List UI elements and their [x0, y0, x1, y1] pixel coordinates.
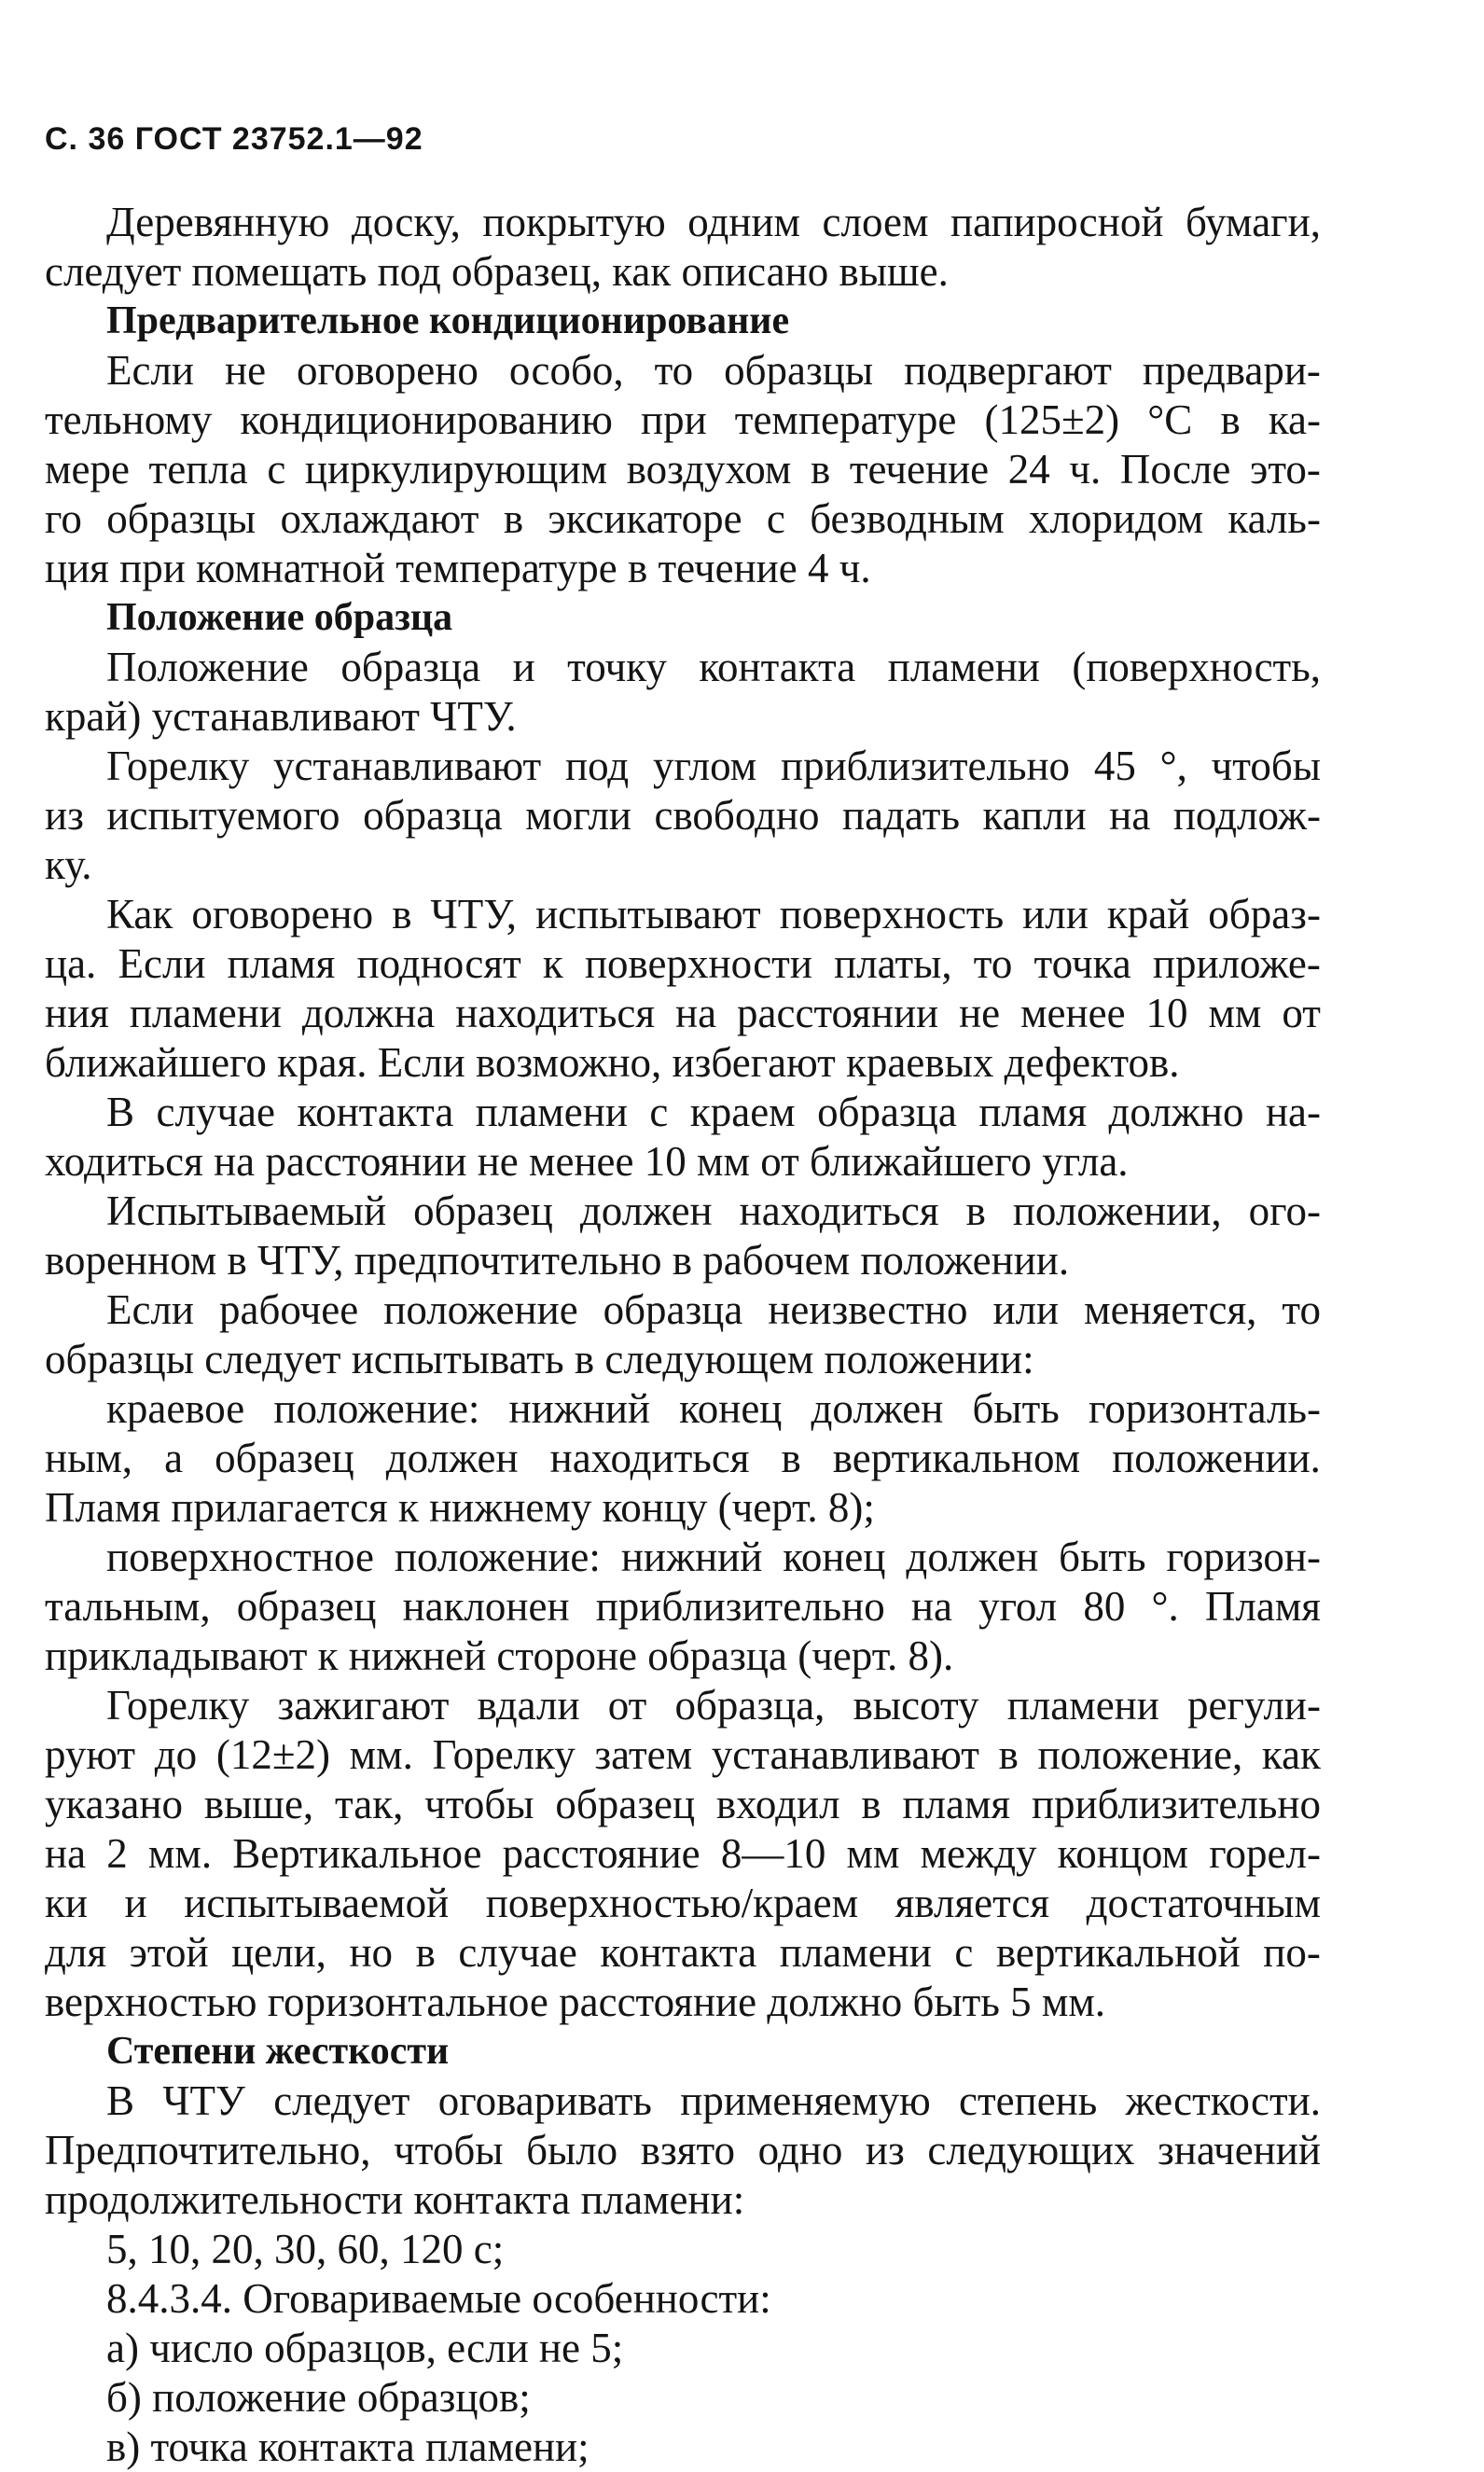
word: поверхностное	[106, 1534, 374, 1580]
word: (12±2)	[215, 1731, 330, 1778]
text-line	[45, 1879, 1321, 1928]
word: приблизительно	[595, 1583, 885, 1630]
word: Горелку	[106, 743, 250, 789]
section-heading: Предварительное кондиционирование	[106, 299, 790, 342]
word: под	[565, 743, 630, 789]
word: руют	[45, 1731, 136, 1778]
word: так,	[335, 1781, 404, 1827]
text-line: ция при комнатной температуре в течение 4 ч.	[45, 545, 871, 591]
text-line: следует помещать под образец, как описано выше.	[45, 248, 949, 295]
word: Если	[118, 940, 206, 987]
word: подлож-	[1172, 792, 1321, 839]
word: (125±2)	[984, 396, 1120, 443]
word: жесткости.	[1125, 2077, 1321, 2124]
word: °,	[1159, 743, 1187, 789]
word: приложе-	[1152, 940, 1321, 987]
word: должна	[301, 990, 436, 1036]
word: тепла	[148, 446, 248, 493]
text-line	[45, 445, 1321, 494]
section-heading: Положение образца	[106, 596, 453, 639]
word: расстоянии	[737, 990, 939, 1036]
word: краевое	[106, 1385, 245, 1432]
word: от	[607, 1682, 647, 1729]
word: ния	[45, 990, 109, 1036]
word: входил	[715, 1781, 840, 1827]
word: слоем	[822, 199, 929, 245]
word: при	[640, 396, 707, 443]
text-line: в) точка контакта пламени;	[106, 2423, 589, 2470]
text-line: образцы следует испытывать в следующем положении:	[45, 1336, 1034, 1382]
word: быть	[1059, 1534, 1146, 1580]
word: на	[45, 1830, 87, 1877]
text-line	[45, 742, 1321, 791]
word: на-	[1265, 1089, 1321, 1135]
word: доску,	[351, 199, 461, 245]
text-line: ку.	[45, 841, 92, 888]
word: ки	[45, 1880, 88, 1926]
word: мере	[45, 446, 130, 493]
text-line	[45, 1533, 1321, 1582]
word: рабочее	[218, 1286, 359, 1333]
word: в	[965, 1187, 986, 1234]
word: между	[920, 1830, 1037, 1877]
word: чтобы	[394, 2127, 504, 2173]
word: приблизительно	[1031, 1781, 1321, 1827]
text-line	[45, 198, 1321, 247]
word: образцы	[724, 347, 874, 394]
word: циркулирующим	[304, 446, 608, 493]
word: быть	[972, 1385, 1060, 1432]
word: в	[811, 446, 831, 493]
text-line: Пламя прилагается к нижнему концу (черт. 8);	[45, 1484, 875, 1531]
word: и	[124, 1880, 147, 1926]
word: В	[106, 1089, 135, 1135]
word: Если	[106, 347, 194, 394]
word: устанавливают	[711, 1731, 979, 1778]
word: 24	[1007, 446, 1050, 493]
word: одним	[687, 199, 801, 245]
word: особо,	[508, 347, 624, 394]
word: это-	[1250, 446, 1321, 493]
word: указано	[45, 1781, 183, 1827]
word: Горелку	[432, 1731, 576, 1778]
word: образца	[363, 792, 503, 839]
word: не	[959, 990, 1001, 1036]
text-line	[45, 1730, 1321, 1780]
word: 80	[1083, 1583, 1126, 1630]
word: После	[1119, 446, 1231, 493]
word: испытуемого	[106, 792, 340, 839]
word: и	[512, 644, 535, 690]
word: В	[106, 2077, 135, 2124]
word: тельному	[45, 396, 213, 443]
word: ч.	[1069, 446, 1102, 493]
text-line: 5, 10, 20, 30, 60, 120 с;	[106, 2226, 505, 2272]
word: горел-	[1209, 1830, 1321, 1877]
word: образца	[603, 1286, 743, 1333]
word: Деревянную	[106, 199, 330, 245]
word: с	[954, 1929, 974, 1976]
word: в	[861, 1781, 881, 1827]
text-line	[45, 939, 1321, 989]
text-line: ходиться на расстоянии не менее 10 мм от ближайшего угла.	[45, 1138, 1129, 1185]
word: от	[1282, 990, 1321, 1036]
word: папиросной	[950, 199, 1164, 245]
word: пламя	[978, 1089, 1088, 1135]
word: образец	[555, 1781, 696, 1827]
word: на	[675, 990, 717, 1036]
text-line	[45, 1285, 1321, 1335]
word: краем	[689, 1089, 796, 1135]
word: пламя	[902, 1781, 1011, 1827]
word: для	[45, 1929, 107, 1976]
word: свободно	[654, 792, 820, 839]
text-line: 8.4.3.4. Оговариваемые особенности:	[106, 2275, 771, 2322]
word: вдали	[477, 1682, 580, 1729]
word: течение	[849, 446, 990, 493]
word: положении,	[1012, 1187, 1222, 1234]
word: образца	[817, 1089, 957, 1135]
word: го	[45, 495, 82, 542]
word: 45	[1093, 743, 1136, 789]
word: ЧТУ	[162, 2077, 245, 2124]
word: должен	[906, 1534, 1039, 1580]
text-line	[45, 989, 1321, 1038]
word: мм.	[147, 1830, 213, 1877]
word: положении.	[1112, 1435, 1321, 1481]
word: пламени	[475, 1089, 628, 1135]
word: находиться	[739, 1187, 939, 1234]
text-line	[45, 791, 1321, 840]
word: падать	[842, 792, 960, 839]
word: Если	[106, 1286, 194, 1333]
word: вертикальной	[995, 1929, 1241, 1976]
word: наклонен	[402, 1583, 570, 1630]
word: в	[998, 1731, 1019, 1778]
word: следует	[273, 2077, 410, 2124]
word: пламени	[779, 1929, 932, 1976]
word: случае	[458, 1929, 577, 1976]
word: меняется,	[1084, 1286, 1257, 1333]
word: находиться	[455, 990, 656, 1036]
word: высоту	[853, 1682, 979, 1729]
word: конец	[783, 1534, 886, 1580]
text-line	[45, 1088, 1321, 1137]
word: 10	[1145, 990, 1188, 1036]
word: Пламя	[1204, 1583, 1321, 1630]
word: образца	[340, 644, 481, 690]
text-line	[45, 643, 1321, 692]
word: устанавливают	[273, 743, 542, 789]
text-line	[45, 1681, 1321, 1730]
word: чтобы	[1211, 743, 1321, 789]
word: расстояние	[502, 1830, 700, 1877]
word: пламени	[1006, 1682, 1159, 1729]
word: ЧТУ,	[430, 891, 518, 937]
word: было	[526, 2127, 618, 2173]
word: с	[267, 446, 286, 493]
text-line	[45, 2076, 1321, 2126]
word: горизонталь-	[1088, 1385, 1321, 1432]
text-line: верхностью горизонтальное расстояние должно быть 5 мм.	[45, 1979, 1106, 2025]
word: подносят	[356, 940, 521, 987]
word: до	[154, 1731, 198, 1778]
word: горизон-	[1166, 1534, 1321, 1580]
word: значений	[1158, 2127, 1321, 2173]
word: 8—10	[720, 1830, 826, 1877]
word: в	[392, 891, 412, 937]
word: Вертикальное	[232, 1830, 482, 1877]
word: поверхность	[779, 891, 1005, 937]
text-line	[45, 1582, 1321, 1632]
word: образец	[236, 1583, 377, 1630]
text-line	[45, 2126, 1321, 2175]
text-line	[45, 1434, 1321, 1483]
word: зажигают	[277, 1682, 450, 1729]
word: цели,	[231, 1929, 326, 1976]
word: концом	[1057, 1830, 1189, 1877]
word: случае	[156, 1089, 276, 1135]
word: образец	[215, 1435, 354, 1481]
word: является	[895, 1880, 1050, 1926]
word: одно	[757, 2127, 843, 2173]
text-line: воренном в ЧТУ, предпочтительно в рабочем положении.	[45, 1237, 1070, 1284]
text-line: продолжительности контакта пламени:	[45, 2176, 745, 2223]
word: тальным,	[45, 1583, 211, 1630]
text-line	[45, 1384, 1321, 1434]
word: температуре	[734, 396, 957, 443]
word: пламени	[129, 990, 282, 1036]
word: достаточным	[1086, 1880, 1321, 1926]
word: кондиционированию	[240, 396, 613, 443]
text-line	[45, 396, 1321, 445]
word: край	[1106, 891, 1190, 937]
word: °.	[1151, 1583, 1179, 1630]
word: конец	[679, 1385, 783, 1432]
word: контакта	[297, 1089, 454, 1135]
word: или	[992, 1286, 1060, 1333]
word: образец	[413, 1187, 553, 1234]
word: должен	[579, 1187, 713, 1234]
word: но	[349, 1929, 394, 1976]
word: предвари-	[1142, 347, 1321, 394]
word: мм	[1208, 990, 1262, 1036]
word: испытываемой	[184, 1880, 450, 1926]
word: положение,	[1037, 1731, 1243, 1778]
word: положение	[383, 1286, 578, 1333]
word: вертикальном	[832, 1435, 1081, 1481]
word: оговаривать	[437, 2077, 652, 2124]
word: ого-	[1248, 1187, 1321, 1234]
word: Предпочтительно,	[45, 2127, 371, 2173]
word: точку	[567, 644, 667, 690]
word: Испытываемый	[106, 1187, 387, 1234]
word: по-	[1263, 1929, 1321, 1976]
word: хлоридом	[1029, 495, 1204, 542]
word: этой	[129, 1929, 209, 1976]
word: эксикаторе	[548, 495, 742, 542]
text-line	[45, 890, 1321, 939]
word: затем	[594, 1731, 693, 1778]
word: то	[1282, 1286, 1321, 1333]
word: пламени	[887, 644, 1040, 690]
word: каль-	[1227, 495, 1321, 542]
word: из	[45, 792, 84, 839]
word: Положение	[106, 644, 309, 690]
word: выше,	[203, 1781, 314, 1827]
word: степень	[959, 2077, 1098, 2124]
word: регули-	[1187, 1682, 1321, 1729]
word: приблизительно	[781, 743, 1071, 789]
word: взято	[640, 2127, 736, 2173]
word: к	[542, 940, 563, 987]
document-body	[45, 198, 1321, 2472]
word: образ-	[1208, 891, 1321, 937]
word: платы,	[834, 940, 952, 987]
text-line	[45, 346, 1321, 396]
word: пламя	[227, 940, 336, 987]
word: поверхности	[584, 940, 812, 987]
word: с	[649, 1089, 669, 1135]
word: применяемую	[680, 2077, 931, 2124]
word: углом	[652, 743, 757, 789]
text-line: б) положение образцов;	[106, 2374, 531, 2421]
word: капли	[982, 792, 1087, 839]
text-line	[45, 1187, 1321, 1236]
word: образцы	[106, 495, 257, 542]
word: с	[766, 495, 785, 542]
word: должно	[1108, 1089, 1244, 1135]
word: в	[503, 495, 524, 542]
word: ка-	[1268, 396, 1321, 443]
word: испытывают	[535, 891, 761, 937]
word: или	[1022, 891, 1089, 937]
word: то	[973, 940, 1013, 987]
word: положение:	[273, 1385, 480, 1432]
word: в	[781, 1435, 801, 1481]
word: охлаждают	[280, 495, 479, 542]
word: то	[654, 347, 694, 394]
word: ным,	[45, 1435, 133, 1481]
text-line	[45, 1780, 1321, 1829]
word: 2	[106, 1830, 128, 1877]
word: должен	[385, 1435, 519, 1481]
word: (поверхность,	[1072, 644, 1321, 690]
text-line	[45, 1829, 1321, 1879]
word: подвергают	[904, 347, 1112, 394]
word: бумаги,	[1185, 199, 1321, 245]
word: Горелку	[106, 1682, 250, 1729]
word: в	[1220, 396, 1241, 443]
word: угол	[978, 1583, 1058, 1630]
word: как	[1261, 1731, 1321, 1778]
word: на	[1109, 792, 1151, 839]
word: следующих	[927, 2127, 1135, 2173]
word: не	[224, 347, 267, 394]
word: в	[415, 1929, 436, 1976]
word: контакта	[699, 644, 856, 690]
word: мм	[846, 1830, 900, 1877]
word: должен	[811, 1385, 944, 1432]
word: из	[865, 2127, 905, 2173]
section-heading: Степени жесткости	[106, 2030, 450, 2073]
word: чтобы	[424, 1781, 534, 1827]
text-line: а) число образцов, если не 5;	[106, 2325, 624, 2371]
word: °С	[1147, 396, 1193, 443]
word: оговорено	[191, 891, 374, 937]
text-line: прикладывают к нижней стороне образца (черт. 8).	[45, 1632, 954, 1679]
word: оговорено	[297, 347, 478, 394]
word: находиться	[549, 1435, 750, 1481]
word: нижний	[620, 1534, 763, 1580]
word: поверхностью/краем	[485, 1880, 859, 1926]
page-header: С. 36 ГОСТ 23752.1—92	[45, 121, 423, 157]
word: контакта	[600, 1929, 757, 1976]
word: неизвестно	[768, 1286, 968, 1333]
word: Как	[106, 891, 173, 937]
word: менее	[1020, 990, 1126, 1036]
word: покрытую	[482, 199, 666, 245]
word: нижний	[508, 1385, 651, 1432]
word: воздухом	[626, 446, 792, 493]
text-line	[45, 1928, 1321, 1978]
text-line: ближайшего края. Если возможно, избегают краевых дефектов.	[45, 1039, 1180, 1086]
word: положение:	[394, 1534, 601, 1580]
word: ца.	[45, 940, 97, 987]
word: безводным	[810, 495, 1005, 542]
word: образца,	[674, 1682, 825, 1729]
text-line	[45, 494, 1321, 544]
word: точка	[1033, 940, 1131, 987]
word: на	[910, 1583, 952, 1630]
word: а	[164, 1435, 184, 1481]
word: мм.	[349, 1731, 413, 1778]
text-line: край) устанавливают ЧТУ.	[45, 693, 517, 740]
word: могли	[525, 792, 631, 839]
